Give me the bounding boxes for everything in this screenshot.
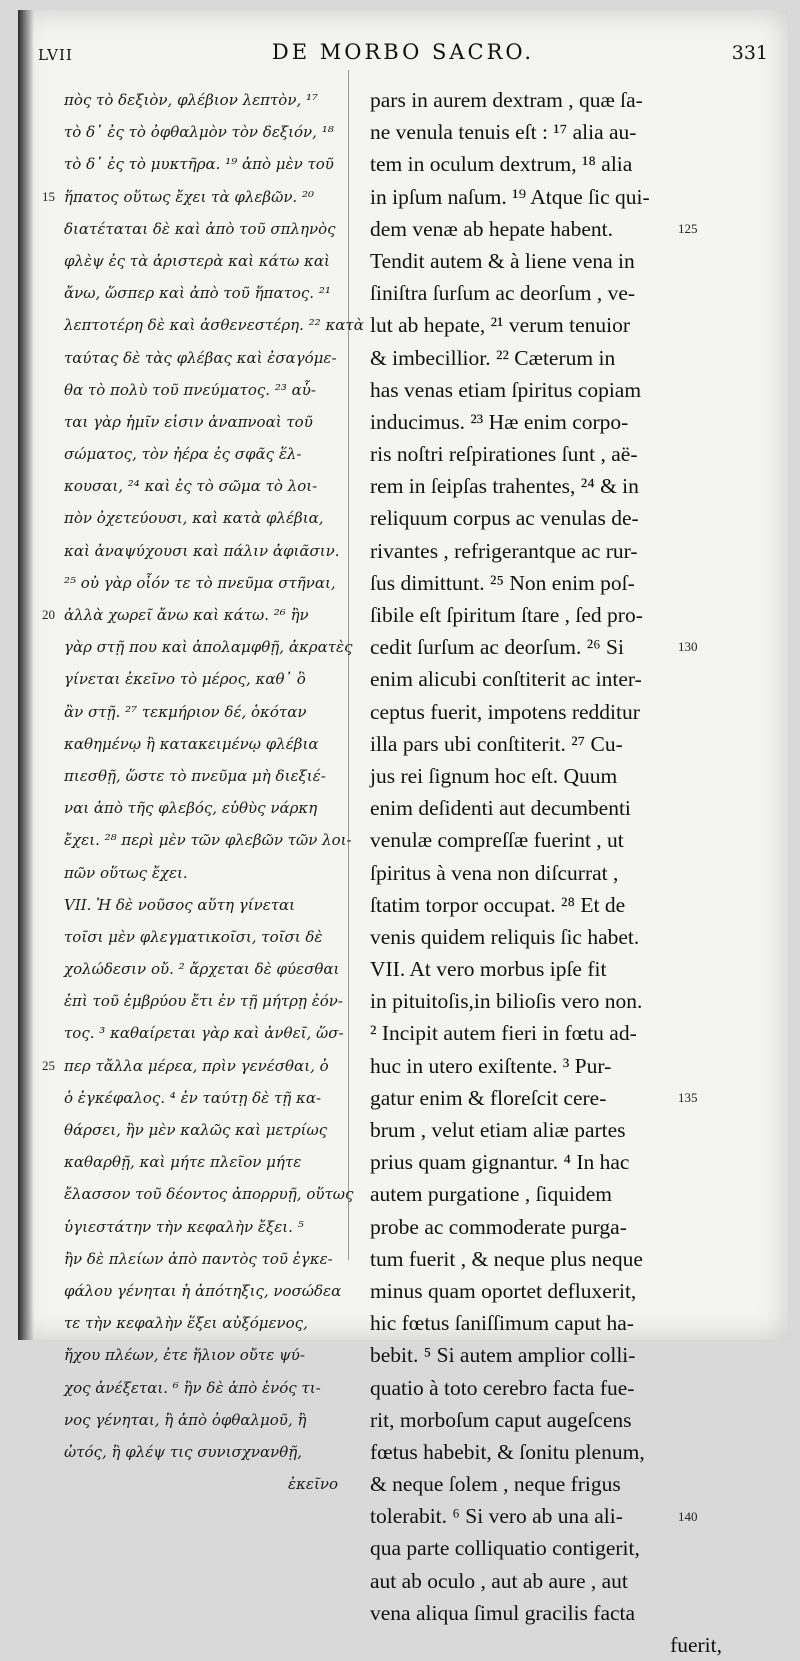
latin-column [370,84,722,1661]
latin-text-line: minus quam oportet defluxerit, [370,1278,637,1303]
greek-text-line: ἔλασσον τοῦ δέοντος ἀπορρυῇ, οὕτως [64,1185,354,1204]
greek-text-line: θάρσει, ἢν μὲν καλῶς καὶ μετρίως [64,1121,328,1139]
margin-line-number: 125 [678,220,698,236]
greek-text-line: καθαρθῇ, καὶ μήτε πλεῖον μήτε [64,1153,302,1172]
latin-text-line: pars in aurem dextram , quæ ſa- [370,88,643,112]
latin-text-line: inducimus. ²³ Hæ enim corpo- [370,409,629,434]
greek-column [64,84,364,1500]
latin-text-line: aut ab oculo , aut ab aure , aut [370,1568,628,1593]
greek-text-line: ἢν δὲ πλείων ἀπὸ παντὸς τοῦ ἐγκε- [64,1249,333,1268]
running-title: DE MORBO SACRO. [271,40,535,64]
greek-text-line: πῶν οὕτως ἔχει. [64,863,188,882]
latin-text-line: autem purgatione , ſiquidem [370,1182,613,1207]
latin-text-line: huc in utero exiſtente. ³ Pur- [370,1053,612,1078]
latin-text-line: quatio à toto cerebro facta fue- [370,1375,635,1400]
page-spine-shadow [18,10,34,1340]
latin-text-line: prius quam gignantur. ⁴ In hac [370,1150,630,1175]
greek-text-line: λεπτοτέρη δὲ καὶ ἀσθενεστέρη. ²² κατὰ [64,316,364,335]
greek-text-line: πιεσθῇ, ὥστε τὸ πνεῦμα μὴ διεξιέ- [64,766,326,785]
greek-text-line: πὸς τὸ δεξιὸν, φλέβιον λεπτὸν, ¹⁷ [64,91,319,109]
greek-text-line: τοῖσι μὲν φλεγματικοῖσι, τοῖσι δὲ [64,927,323,946]
folio-number: LVII [38,46,73,64]
latin-text-line: reliquum corpus ac venulas de- [370,506,639,531]
latin-text-line: cedit ſurſum ac deorſum. ²⁶ Si [370,635,624,660]
latin-text-line: ris noſtri reſpirationes ſunt , aë- [370,442,638,467]
latin-text-line: lut ab hepate, ²¹ verum tenuior [370,313,631,338]
greek-text-line: ἄνω, ὥσπερ καὶ ἀπὸ τοῦ ἥπατος. ²¹ [64,284,331,303]
running-header [18,40,788,70]
greek-text-line: ἀλλὰ χωρεῖ ἄνω καὶ κάτω. ²⁶ ἢν [64,606,309,624]
greek-text-line: πὸν ὀχετεύουσι, καὶ κατὰ φλέβια, [64,509,324,528]
greek-text-line: γίνεται ἐκεῖνο τὸ μέρος, καθ᾽ ὃ [64,670,306,689]
latin-text-line: rem in ſeipſas trahentes, ²⁴ & in [370,474,639,499]
greek-text-line: ἔχει. ²⁸ περὶ μὲν τῶν φλεβῶν τῶν λοι- [64,831,352,850]
greek-text-line: ὁ ἐγκέφαλος. ⁴ ἐν ταύτῃ δὲ τῇ κα- [64,1088,322,1107]
book-page [18,10,788,1657]
greek-text-line: φάλου γένηται ἡ ἀπότηξις, νοσώδεα [64,1281,342,1300]
margin-line-number: 15 [42,188,55,204]
greek-text-line: ὠτός, ἢ φλέψ τις συνισχνανθῇ, [64,1442,303,1461]
latin-text-line: tem in oculum dextrum, ¹⁸ alia [370,152,633,177]
catchword: ἐκεῖνο [288,1475,338,1494]
greek-text-line: ἥπατος οὕτως ἔχει τὰ φλεβῶν. ²⁰ [64,187,314,206]
greek-text-line: ται γὰρ ἡμῖν εἰσιν ἀναπνοαὶ τοῦ [64,412,313,431]
latin-text-line: ſtatim torpor occupat. ²⁸ Et de [370,892,626,917]
greek-text-line: τε τὴν κεφαλὴν ἕξει αὐξόμενος, [64,1314,308,1333]
latin-text-line: & imbecillior. ²² Cæterum in [370,345,616,370]
latin-text-line: ne venula tenuis eſt : ¹⁷ alia au- [370,120,637,145]
latin-text-line: vena aliqua ſimul gracilis facta [370,1600,636,1625]
latin-text-line: dem venæ ab hepate habent. [370,216,613,241]
latin-text-line: qua parte colliquatio contigerit, [370,1536,640,1561]
latin-text-line: ſiniſtra ſurſum ac deorſum , ve- [370,281,636,306]
greek-text-line: ναι ἀπὸ τῆς φλεβός, εὐθὺς νάρκη [64,799,318,818]
latin-text-line: hic fœtus ſaniſſimum caput ha- [370,1311,634,1336]
latin-text-line: has venas etiam ſpiritus copiam [370,377,642,402]
greek-text-line: θα τὸ πολὺ τοῦ πνεύματος. ²³ αὗ- [64,380,316,399]
latin-text-line: tolerabit. ⁶ Si vero ab una ali- [370,1504,623,1529]
greek-text-line: χολώδεσιν οὔ. ² ἄρχεται δὲ φύεσθαι [64,960,340,979]
latin-text-line: VII. At vero morbus ipſe fit [370,957,607,982]
greek-text-line: VII. Ἡ δὲ νοῦσος αὕτη γίνεται [64,895,296,914]
greek-text-line: νος γένηται, ἢ ἀπὸ ὀφθαλμοῦ, ἢ [64,1410,307,1429]
greek-text-line: περ τἄλλα μέρεα, πρὶν γενέσθαι, ὁ [64,1056,329,1075]
latin-text-line: ſpiritus à vena non diſcurrat , [370,860,619,885]
greek-text-line: ὑγιεστάτην τὴν κεφαλὴν ἔξει. ⁵ [64,1217,304,1236]
greek-text-line: ἐπὶ τοῦ ἐμβρύου ἔτι ἐν τῇ μήτρῃ ἐόν- [64,992,343,1011]
greek-text-line: ἂν στῇ. ²⁷ τεκμήριον δέ, ὁκόταν [64,702,307,721]
latin-text-line: rit, morboſum caput augeſcens [370,1407,632,1432]
latin-text-line: venis quidem reliquis ſic habet. [370,924,640,949]
greek-text-line: τὸ δ᾽ ἐς τὸ μυκτῆρα. ¹⁹ ἀπὸ μὲν τοῦ [64,155,334,174]
greek-text-line: τὸ δ᾽ ἐς τὸ ὀφθαλμὸν τὸν δεξιόν, ¹⁸ [64,123,334,142]
latin-text-line: ſus dimittunt. ²⁵ Non enim poſ- [370,570,635,595]
latin-text-line: in pituitoſis,in bilioſis vero non. [370,989,643,1014]
latin-text-line: rivantes , refrigerantque ac rur- [370,538,638,563]
latin-text-line: & neque ſolem , neque frigus [370,1472,621,1497]
margin-line-number: 20 [42,607,55,623]
greek-text-line: τος. ³ καθαίρεται γὰρ καὶ ἀνθεῖ, ὥσ- [64,1024,344,1043]
latin-text-line: fuerit, [670,1633,722,1657]
latin-text-line: tum fuerit , & neque plus neque [370,1246,643,1271]
latin-text-line: brum , velut etiam aliæ partes [370,1118,626,1142]
latin-text-line: illa pars ubi conſtiterit. ²⁷ Cu- [370,731,623,756]
page-number: 331 [731,42,768,64]
latin-text-line: Tendit autem & à liene vena in [370,248,635,273]
margin-line-number: 130 [678,639,698,655]
latin-text-line: ceptus fuerit, impotens redditur [370,699,640,724]
greek-text-line: ταύτας δὲ τὰς φλέβας καὶ ἐσαγόμε- [64,348,337,367]
greek-text-line: καὶ ἀναψύχουσι καὶ πάλιν ἀφιᾶσιν. [64,541,340,560]
latin-text-line: gatur enim & floreſcit cere- [370,1085,607,1110]
greek-text-line: σώματος, τὸν ἠέρα ἐς σφᾶς ἕλ- [64,445,302,464]
latin-text-line: fœtus habebit, & ſonitu plenum, [370,1439,645,1464]
greek-text-line: ἤχου πλέων, ἐτε ἥλιον οὔτε ψύ- [64,1346,305,1365]
latin-text-line: in ipſum naſum. ¹⁹ Atque ſic qui- [370,184,650,209]
latin-text-line: ² Incipit autem fieri in fœtu ad- [370,1021,637,1046]
greek-text-line: φλὲψ ἐς τὰ ἀριστερὰ καὶ κάτω καὶ [64,251,330,270]
latin-text-line: probe ac commoderate purga- [370,1214,627,1239]
greek-text-line: γὰρ στῇ που καὶ ἀπολαμφθῇ, ἀκρατὲς [64,638,353,657]
greek-text-line: ²⁵ οὐ γὰρ οἷόν τε τὸ πνεῦμα στῆναι, [64,573,336,592]
latin-text-line: venulæ compreſſæ fuerint , ut [370,828,624,853]
latin-text-line: enim deſidenti aut decumbenti [370,796,631,821]
margin-line-number: 135 [678,1090,698,1106]
latin-text-line: bebit. ⁵ Si autem amplior colli- [370,1343,636,1368]
latin-text-line: ſibile eſt ſpiritum ſtare , ſed pro- [370,603,643,627]
latin-text-line: jus rei ſignum hoc eſt. Quum [370,763,618,788]
greek-text-line: καθημένῳ ἢ κατακειμένῳ φλέβια [64,734,319,753]
margin-line-number: 140 [678,1508,698,1524]
greek-text-line: χος ἀνέξεται. ⁶ ἢν δὲ ἀπὸ ἑνός τι- [64,1378,321,1397]
margin-line-number: 25 [42,1058,55,1073]
greek-text-line: διατέταται δὲ καὶ ἀπὸ τοῦ σπληνὸς [64,219,336,238]
greek-text-line: κουσαι, ²⁴ καὶ ἐς τὸ σῶμα τὸ λοι- [64,477,318,496]
latin-text-line: enim alicubi conſtiterit ac inter- [370,667,642,692]
